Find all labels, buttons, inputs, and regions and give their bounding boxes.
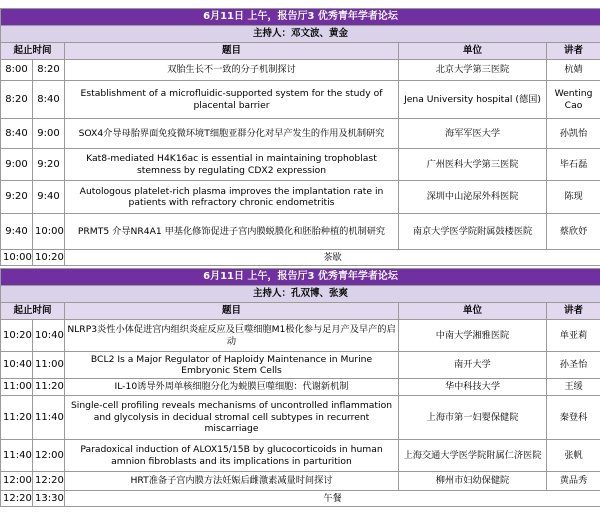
- start-time: 12:20: [1, 491, 33, 507]
- start-time: 9:40: [1, 214, 33, 250]
- end-time: 13:30: [33, 491, 65, 507]
- session-host: 主持人：邓文波、黄金: [1, 26, 600, 43]
- start-time: 12:00: [1, 472, 33, 491]
- speaker: 张帆: [547, 440, 600, 472]
- end-time: 12:00: [33, 440, 65, 472]
- table-row: [1, 119, 600, 149]
- end-time: 9:00: [33, 119, 65, 149]
- unit: 南京大学医学院附属鼓楼医院: [399, 214, 547, 250]
- unit: 深圳中山泌尿外科医院: [399, 181, 547, 214]
- header-time: 起止时间: [1, 43, 65, 60]
- speaker: 黄品秀: [547, 472, 600, 491]
- header-speaker: 讲者: [547, 43, 600, 60]
- header-topic: 题目: [65, 303, 399, 320]
- break-label: 茶歇: [65, 250, 600, 266]
- header-time: 起止时间: [1, 303, 65, 320]
- end-time: 10:40: [33, 320, 65, 352]
- topic: HRT准备子宫内膜方法妊娠后雌激素减量时间探讨: [65, 472, 399, 491]
- end-time: 8:40: [33, 81, 65, 119]
- topic: Autologous platelet-rich plasma improves the implantation rate in patients with refractory chronic endometritis: [65, 181, 399, 214]
- end-time: 9:40: [33, 181, 65, 214]
- table-row: [1, 214, 600, 250]
- end-time: 11:20: [33, 379, 65, 396]
- break-row: [1, 491, 600, 507]
- table-row: [1, 60, 600, 81]
- start-time: 11:20: [1, 396, 33, 440]
- unit: 南开大学: [399, 352, 547, 379]
- start-time: 8:00: [1, 60, 33, 81]
- session-title: 6月11日 上午，报告厅3 优秀青年学者论坛: [1, 9, 600, 26]
- header-topic: 题目: [65, 43, 399, 60]
- start-time: 11:40: [1, 440, 33, 472]
- speaker: 毕石磊: [547, 149, 600, 181]
- topic: Establishment of a microfluidic-supported system for the study of placental barrier: [65, 81, 399, 119]
- unit: 华中科技大学: [399, 379, 547, 396]
- unit: 上海交通大学医学院附属仁济医院: [399, 440, 547, 472]
- table-row: [1, 472, 600, 491]
- unit: Jena University hospital (德国): [399, 81, 547, 119]
- header-speaker: 讲者: [547, 303, 600, 320]
- topic: IL-10诱导外周单核细胞分化为蜕膜巨噬细胞：代谢新机制: [65, 379, 399, 396]
- table-row: [1, 149, 600, 181]
- topic: PRMT5 介导NR4A1 甲基化修饰促进子宫内膜蜕膜化和胚胎种植的机制研究: [65, 214, 399, 250]
- table-row: [1, 81, 600, 119]
- topic: Kat8-mediated H4K16ac is essential in maintaining trophoblast stemness by regulating CDX2 expression: [65, 149, 399, 181]
- topic: Paradoxical induction of ALOX15/15B by glucocorticoids in human amnion fibroblasts and its implications in parturition: [65, 440, 399, 472]
- speaker: 陈现: [547, 181, 600, 214]
- end-time: 12:20: [33, 472, 65, 491]
- end-time: 10:00: [33, 214, 65, 250]
- topic: NLRP3炎性小体促进宫内组织炎症反应及巨噬细胞M1极化参与足月产及早产的启动: [65, 320, 399, 352]
- start-time: 9:00: [1, 149, 33, 181]
- end-time: 11:00: [33, 352, 65, 379]
- unit: 北京大学第三医院: [399, 60, 547, 81]
- schedule-table: [0, 8, 600, 507]
- unit: 上海市第一妇婴保健院: [399, 396, 547, 440]
- break-row: [1, 250, 600, 266]
- speaker: 蔡欣妤: [547, 214, 600, 250]
- end-time: 11:40: [33, 396, 65, 440]
- speaker: 杭婧: [547, 60, 600, 81]
- speaker: Wenting Cao: [547, 81, 600, 119]
- speaker: 王缓: [547, 379, 600, 396]
- speaker: 秦登科: [547, 396, 600, 440]
- table-row: [1, 396, 600, 440]
- topic: Single-cell profiling reveals mechanisms of uncontrolled inflammation and glycolysis in decidual stromal cell subtypes in recurrent miscarriage: [65, 396, 399, 440]
- table-row: [1, 352, 600, 379]
- speaker: 孙凯怡: [547, 119, 600, 149]
- unit: 广州医科大学第三医院: [399, 149, 547, 181]
- table-row: [1, 379, 600, 396]
- start-time: 11:00: [1, 379, 33, 396]
- start-time: 9:20: [1, 181, 33, 214]
- speaker: 孙圣怡: [547, 352, 600, 379]
- table-row: [1, 440, 600, 472]
- end-time: 10:20: [33, 250, 65, 266]
- unit: 海军军医大学: [399, 119, 547, 149]
- start-time: 10:40: [1, 352, 33, 379]
- session-title: 6月11日 上午，报告厅3 优秀青年学者论坛: [1, 269, 600, 286]
- table-row: [1, 320, 600, 352]
- start-time: 8:40: [1, 119, 33, 149]
- end-time: 8:20: [33, 60, 65, 81]
- header-unit: 单位: [399, 43, 547, 60]
- speaker: 单亚莉: [547, 320, 600, 352]
- session-host: 主持人：孔双博、张爽: [1, 286, 600, 303]
- topic: BCL2 Is a Major Regulator of Haploidy Maintenance in Murine Embryonic Stem Cells: [65, 352, 399, 379]
- unit: 柳州市妇幼保健院: [399, 472, 547, 491]
- start-time: 8:20: [1, 81, 33, 119]
- start-time: 10:20: [1, 320, 33, 352]
- start-time: 10:00: [1, 250, 33, 266]
- topic: 双胎生长不一致的分子机制探讨: [65, 60, 399, 81]
- header-unit: 单位: [399, 303, 547, 320]
- topic: SOX4介导母胎界面免疫微环境T细胞亚群分化对早产发生的作用及机制研究: [65, 119, 399, 149]
- break-label: 午餐: [65, 491, 600, 507]
- end-time: 9:20: [33, 149, 65, 181]
- unit: 中南大学湘雅医院: [399, 320, 547, 352]
- table-row: [1, 181, 600, 214]
